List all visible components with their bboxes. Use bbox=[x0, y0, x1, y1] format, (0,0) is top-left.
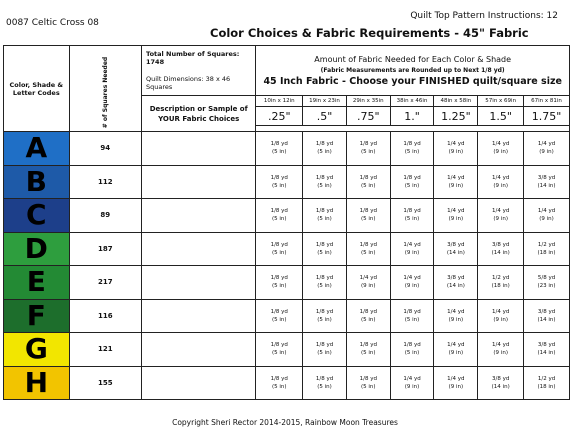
inches: (5 in) bbox=[271, 216, 287, 223]
fabric-description-field[interactable] bbox=[142, 366, 256, 400]
square-count: 89 bbox=[69, 199, 141, 233]
yardage: 1/8 yd bbox=[403, 342, 421, 349]
fabric-requirements-table bbox=[3, 45, 570, 400]
fabric-amount bbox=[478, 132, 524, 166]
yardage: 1/4 yd bbox=[359, 275, 377, 282]
size-label: 10in x 12in bbox=[256, 96, 303, 107]
size-label: 19in x 23in bbox=[303, 96, 347, 107]
fabric-amount bbox=[303, 132, 347, 166]
square-count-header bbox=[69, 46, 141, 132]
yardage: 3/8 yd bbox=[447, 275, 465, 282]
square-count-label: # of Squares Needed bbox=[101, 56, 109, 129]
inches: (5 in) bbox=[317, 383, 332, 390]
yardage: 1/8 yd bbox=[315, 141, 334, 148]
fabric-amount bbox=[478, 366, 524, 400]
yardage: 1/8 yd bbox=[270, 208, 288, 215]
color-letter: B bbox=[25, 165, 47, 198]
size-label: 38in x 46in bbox=[390, 96, 434, 107]
fabric-amount bbox=[390, 266, 434, 300]
fabric-amount bbox=[478, 232, 524, 266]
square-count: 187 bbox=[69, 232, 141, 266]
fabric-amount bbox=[303, 266, 347, 300]
size-label: 67in x 81in bbox=[524, 96, 570, 107]
yardage: 1/8 yd bbox=[315, 241, 334, 248]
inches: (18 in) bbox=[537, 383, 556, 390]
fabric-amount bbox=[434, 165, 478, 199]
yardage: 1/4 yd bbox=[492, 174, 510, 181]
fabric-amount bbox=[390, 299, 434, 333]
inches: (5 in) bbox=[361, 316, 376, 323]
fabric-amount bbox=[524, 199, 570, 233]
fabric-amount bbox=[256, 299, 303, 333]
inches: (9 in) bbox=[493, 182, 508, 189]
fabric-amount bbox=[346, 299, 390, 333]
inches: (14 in) bbox=[537, 316, 556, 323]
color-row bbox=[4, 132, 570, 166]
inches: (14 in) bbox=[446, 249, 465, 256]
fabric-amount bbox=[524, 132, 570, 166]
color-swatch bbox=[4, 132, 70, 166]
yardage: 1/4 yd bbox=[492, 308, 510, 315]
inches: (5 in) bbox=[271, 350, 287, 357]
square-size: 1.75" bbox=[524, 107, 570, 126]
fabric-amount bbox=[346, 333, 390, 367]
fabric-amount bbox=[256, 333, 303, 367]
fabric-amount bbox=[524, 299, 570, 333]
yardage: 1/8 yd bbox=[359, 308, 377, 315]
yardage: 1/8 yd bbox=[359, 241, 377, 248]
fabric-amount bbox=[256, 266, 303, 300]
fabric-amount bbox=[478, 199, 524, 233]
yardage: 1/8 yd bbox=[359, 375, 377, 382]
color-swatch bbox=[4, 266, 70, 300]
color-row bbox=[4, 199, 570, 233]
size-label: 29in x 35in bbox=[346, 96, 390, 107]
yardage: 1/8 yd bbox=[315, 308, 334, 315]
inches: (5 in) bbox=[404, 316, 420, 323]
color-letter: F bbox=[26, 299, 46, 332]
inches: (5 in) bbox=[271, 383, 287, 390]
fabric-amount bbox=[390, 199, 434, 233]
yardage: 3/8 yd bbox=[537, 174, 556, 181]
inches: (9 in) bbox=[448, 149, 464, 156]
color-swatch bbox=[4, 199, 70, 233]
color-letter: E bbox=[26, 265, 46, 299]
color-row bbox=[4, 366, 570, 400]
color-letter: C bbox=[26, 198, 47, 232]
yardage: 1/4 yd bbox=[492, 342, 510, 349]
fabric-amount bbox=[390, 333, 434, 367]
yardage: 3/8 yd bbox=[492, 375, 510, 382]
yardage: 1/8 yd bbox=[403, 141, 421, 148]
yardage: 1/8 yd bbox=[270, 241, 288, 248]
yardage: 1/2 yd bbox=[537, 375, 556, 382]
color-letter: H bbox=[24, 366, 49, 399]
inches: (14 in) bbox=[491, 383, 510, 390]
inches: (9 in) bbox=[493, 316, 508, 323]
square-size: 1." bbox=[390, 107, 434, 126]
fabric-amount bbox=[346, 165, 390, 199]
yardage: 3/8 yd bbox=[492, 241, 510, 248]
inches: (5 in) bbox=[317, 249, 332, 256]
yardage: 1/8 yd bbox=[359, 208, 377, 215]
fabric-amount bbox=[256, 366, 303, 400]
yardage: 1/8 yd bbox=[270, 275, 288, 282]
description-header: Description or Sample of YOUR Fabric Choices bbox=[142, 96, 256, 132]
copyright-footer: Copyright Sheri Rector 2014-2015, Rainbow Moon Treasures bbox=[172, 418, 398, 427]
inches: (14 in) bbox=[537, 350, 556, 357]
fabric-amount bbox=[434, 266, 478, 300]
fabric-amount bbox=[478, 299, 524, 333]
yardage: 1/4 yd bbox=[537, 208, 556, 215]
fabric-amount bbox=[346, 199, 390, 233]
yardage: 3/8 yd bbox=[537, 342, 556, 349]
color-swatch bbox=[4, 333, 70, 367]
yardage: 1/4 yd bbox=[447, 174, 465, 181]
fabric-amount bbox=[524, 232, 570, 266]
square-count: 155 bbox=[69, 366, 141, 400]
inches: (5 in) bbox=[404, 182, 420, 189]
inches: (18 in) bbox=[537, 249, 556, 256]
inches: (5 in) bbox=[404, 350, 420, 357]
inches: (9 in) bbox=[493, 149, 508, 156]
fabric-amount bbox=[524, 333, 570, 367]
fabric-amount bbox=[346, 366, 390, 400]
total-squares: Total Number of Squares: 1748 bbox=[146, 50, 240, 66]
fabric-amount bbox=[303, 366, 347, 400]
inches: (9 in) bbox=[448, 350, 464, 357]
square-count: 94 bbox=[69, 132, 141, 166]
inches: (5 in) bbox=[317, 283, 332, 290]
inches: (5 in) bbox=[404, 149, 420, 156]
yardage: 5/8 yd bbox=[537, 275, 556, 282]
fabric-amount bbox=[434, 232, 478, 266]
inches: (9 in) bbox=[539, 149, 554, 156]
inches: (5 in) bbox=[404, 216, 420, 223]
yardage: 1/4 yd bbox=[537, 141, 556, 148]
amount-note: (Fabric Measurements are Rounded up to Next 1/8 yd) bbox=[320, 67, 505, 74]
inches: (14 in) bbox=[446, 283, 465, 290]
yardage: 1/4 yd bbox=[447, 375, 465, 382]
inches: (5 in) bbox=[361, 216, 376, 223]
inches: (18 in) bbox=[491, 283, 510, 290]
square-size: 1.25" bbox=[434, 107, 478, 126]
yardage: 1/8 yd bbox=[359, 141, 377, 148]
square-count: 116 bbox=[69, 299, 141, 333]
fabric-amount bbox=[434, 199, 478, 233]
yardage: 1/8 yd bbox=[315, 275, 334, 282]
fabric-amount bbox=[524, 366, 570, 400]
color-row bbox=[4, 333, 570, 367]
square-size: .25" bbox=[256, 107, 303, 126]
inches: (5 in) bbox=[317, 350, 332, 357]
yardage: 1/4 yd bbox=[403, 241, 421, 248]
fabric-amount bbox=[303, 165, 347, 199]
yardage: 1/8 yd bbox=[359, 174, 377, 181]
fabric-amount bbox=[303, 333, 347, 367]
fabric-amount bbox=[434, 299, 478, 333]
fabric-amount bbox=[434, 333, 478, 367]
yardage: 1/8 yd bbox=[315, 342, 334, 349]
yardage: 1/4 yd bbox=[492, 208, 510, 215]
inches: (5 in) bbox=[271, 249, 287, 256]
amount-title: Amount of Fabric Needed for Each Color & Shade bbox=[314, 55, 512, 64]
inches: (9 in) bbox=[404, 383, 420, 390]
yardage: 1/8 yd bbox=[270, 308, 288, 315]
fabric-amount bbox=[256, 165, 303, 199]
fabric-amount bbox=[434, 366, 478, 400]
color-row bbox=[4, 232, 570, 266]
yardage: 3/8 yd bbox=[537, 308, 556, 315]
fabric-amount bbox=[303, 199, 347, 233]
fabric-amount bbox=[303, 232, 347, 266]
color-swatch bbox=[4, 366, 70, 400]
fabric-amount bbox=[478, 266, 524, 300]
yardage: 1/4 yd bbox=[447, 308, 465, 315]
inches: (5 in) bbox=[271, 182, 287, 189]
yardage: 1/2 yd bbox=[492, 275, 510, 282]
inches: (9 in) bbox=[448, 316, 464, 323]
color-code-header: Color, Shade & Letter Codes bbox=[4, 46, 70, 132]
yardage: 1/8 yd bbox=[315, 375, 334, 382]
inches: (5 in) bbox=[271, 316, 287, 323]
fabric-amount bbox=[434, 132, 478, 166]
yardage: 1/8 yd bbox=[315, 208, 334, 215]
fabric-amount bbox=[524, 266, 570, 300]
yardage: 1/4 yd bbox=[447, 141, 465, 148]
inches: (5 in) bbox=[271, 283, 287, 290]
fabric-amount bbox=[478, 333, 524, 367]
page-title: Color Choices & Fabric Requirements - 45" Fabric bbox=[210, 26, 529, 40]
inches: (9 in) bbox=[404, 283, 420, 290]
fabric-description-field[interactable] bbox=[142, 266, 256, 300]
color-swatch bbox=[4, 299, 70, 333]
page-label: Quilt Top Pattern Instructions: 12 bbox=[410, 11, 558, 21]
inches: (9 in) bbox=[361, 283, 376, 290]
yardage: 1/2 yd bbox=[537, 241, 556, 248]
square-size: 1.5" bbox=[478, 107, 524, 126]
inches: (9 in) bbox=[493, 216, 508, 223]
fabric-amount bbox=[256, 199, 303, 233]
inches: (5 in) bbox=[317, 216, 332, 223]
size-label: 48in x 58in bbox=[434, 96, 478, 107]
inches: (5 in) bbox=[361, 350, 376, 357]
yardage: 3/8 yd bbox=[447, 241, 465, 248]
fabric-description-field[interactable] bbox=[142, 333, 256, 367]
quilt-info bbox=[142, 46, 256, 96]
square-size: .5" bbox=[303, 107, 347, 126]
amount-header bbox=[256, 46, 570, 96]
color-swatch bbox=[4, 232, 70, 266]
yardage: 1/4 yd bbox=[447, 342, 465, 349]
fabric-amount bbox=[390, 165, 434, 199]
color-letter: G bbox=[24, 332, 48, 366]
inches: (9 in) bbox=[493, 350, 508, 357]
fabric-description-field[interactable] bbox=[142, 299, 256, 333]
color-row bbox=[4, 299, 570, 333]
inches: (5 in) bbox=[271, 149, 287, 156]
color-letter: A bbox=[25, 131, 48, 165]
inches: (5 in) bbox=[361, 383, 376, 390]
inches: (9 in) bbox=[448, 383, 464, 390]
inches: (5 in) bbox=[361, 182, 376, 189]
fabric-description-field[interactable] bbox=[142, 165, 256, 199]
fabric-amount bbox=[256, 232, 303, 266]
square-count: 121 bbox=[69, 333, 141, 367]
color-swatch bbox=[4, 165, 70, 199]
fabric-description-field[interactable] bbox=[142, 232, 256, 266]
inches: (9 in) bbox=[404, 249, 420, 256]
inches: (5 in) bbox=[317, 182, 332, 189]
size-label: 57in x 69in bbox=[478, 96, 524, 107]
yardage: 1/8 yd bbox=[315, 174, 334, 181]
inches: (5 in) bbox=[317, 149, 332, 156]
yardage: 1/8 yd bbox=[270, 342, 288, 349]
inches: (5 in) bbox=[317, 316, 332, 323]
square-count: 112 bbox=[69, 165, 141, 199]
yardage: 1/8 yd bbox=[359, 342, 377, 349]
inches: (9 in) bbox=[448, 216, 464, 223]
color-letter: D bbox=[24, 232, 48, 265]
fabric-amount bbox=[346, 132, 390, 166]
fabric-description-field[interactable] bbox=[142, 199, 256, 233]
pattern-id: 0087 Celtic Cross 08 bbox=[6, 18, 99, 28]
inches: (5 in) bbox=[361, 149, 376, 156]
fabric-amount bbox=[390, 132, 434, 166]
fabric-amount bbox=[478, 165, 524, 199]
fabric-amount bbox=[346, 232, 390, 266]
inches: (14 in) bbox=[537, 182, 556, 189]
inches: (9 in) bbox=[448, 182, 464, 189]
yardage: 1/4 yd bbox=[492, 141, 510, 148]
fabric-amount bbox=[256, 132, 303, 166]
inches: (23 in) bbox=[537, 283, 556, 290]
fabric-amount bbox=[303, 299, 347, 333]
yardage: 1/4 yd bbox=[403, 275, 421, 282]
inches: (5 in) bbox=[361, 249, 376, 256]
yardage: 1/4 yd bbox=[447, 208, 465, 215]
inches: (14 in) bbox=[491, 249, 510, 256]
yardage: 1/8 yd bbox=[403, 308, 421, 315]
square-size: .75" bbox=[346, 107, 390, 126]
yardage: 1/8 yd bbox=[403, 208, 421, 215]
yardage: 1/4 yd bbox=[403, 375, 421, 382]
fabric-size-title: 45 Inch Fabric - Choose your FINISHED quilt/square size bbox=[263, 76, 562, 87]
fabric-description-field[interactable] bbox=[142, 132, 256, 166]
fabric-amount bbox=[390, 366, 434, 400]
color-row bbox=[4, 165, 570, 199]
square-count: 217 bbox=[69, 266, 141, 300]
yardage: 1/8 yd bbox=[270, 375, 288, 382]
quilt-dimensions: Quilt Dimensions: 38 x 46 Squares bbox=[146, 75, 231, 91]
fabric-amount bbox=[390, 232, 434, 266]
yardage: 1/8 yd bbox=[270, 174, 288, 181]
inches: (9 in) bbox=[539, 216, 554, 223]
yardage: 1/8 yd bbox=[270, 141, 288, 148]
yardage: 1/8 yd bbox=[403, 174, 421, 181]
fabric-amount bbox=[346, 266, 390, 300]
color-row bbox=[4, 266, 570, 300]
fabric-amount bbox=[524, 165, 570, 199]
